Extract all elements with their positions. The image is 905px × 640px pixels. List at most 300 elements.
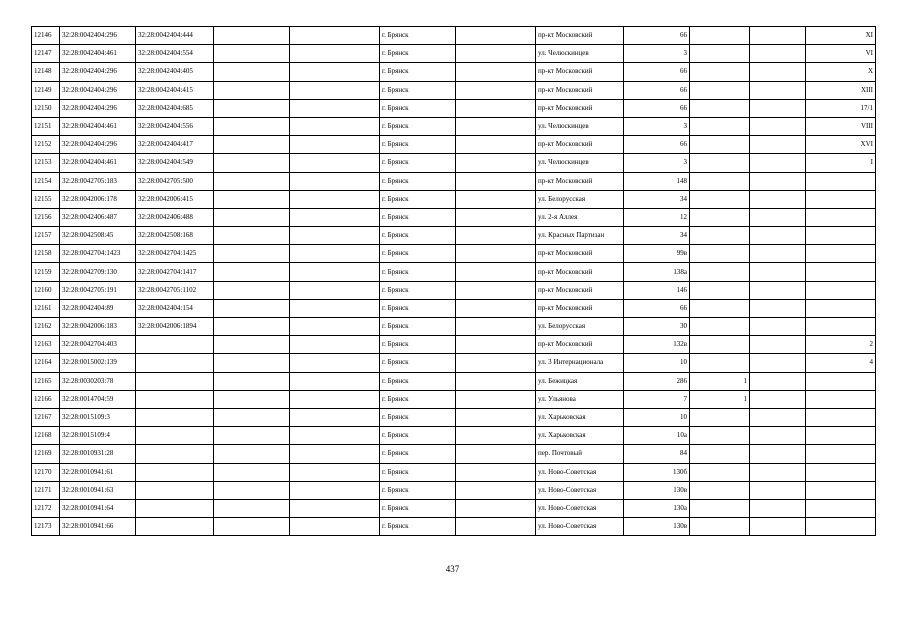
table-cell: ул. Белорусская — [536, 318, 624, 336]
table-cell: 12152 — [32, 136, 60, 154]
table-cell: пр-кт Московский — [536, 299, 624, 317]
table-cell — [214, 154, 290, 172]
table-cell: 32:28:0042704:1425 — [136, 245, 214, 263]
table-cell — [750, 427, 806, 445]
table-cell — [750, 227, 806, 245]
table-cell — [806, 172, 876, 190]
table-cell: 12171 — [32, 481, 60, 499]
table-cell — [214, 463, 290, 481]
table-row — [32, 245, 876, 263]
table-cell: 32:28:0042404:461 — [60, 45, 136, 63]
table-cell: 32:28:0042404:296 — [60, 27, 136, 45]
table-cell: пр-кт Московский — [536, 136, 624, 154]
table-cell: 12147 — [32, 45, 60, 63]
table-cell — [214, 445, 290, 463]
table-cell — [290, 27, 380, 45]
table-cell — [456, 463, 536, 481]
table-cell — [456, 45, 536, 63]
table-cell: 32:28:0042404:296 — [60, 99, 136, 117]
table-cell: 12172 — [32, 499, 60, 517]
table-cell — [290, 281, 380, 299]
table-cell: 32:28:0042705:500 — [136, 172, 214, 190]
table-cell — [750, 299, 806, 317]
table-cell: г. Брянск — [380, 354, 456, 372]
table-cell: 32:28:0042404:89 — [60, 299, 136, 317]
table-cell — [456, 172, 536, 190]
table-cell — [690, 445, 750, 463]
table-cell — [750, 481, 806, 499]
table-row — [32, 227, 876, 245]
table-cell — [690, 408, 750, 426]
table-cell — [750, 408, 806, 426]
table-cell — [290, 99, 380, 117]
table-cell: 32:28:0042404:405 — [136, 63, 214, 81]
table-cell: 12166 — [32, 390, 60, 408]
table-cell — [214, 318, 290, 336]
table-cell — [456, 318, 536, 336]
table-cell — [214, 481, 290, 499]
table-cell: 66 — [624, 99, 690, 117]
table-cell: 10а — [624, 427, 690, 445]
table-cell: пер. Почтовый — [536, 445, 624, 463]
table-cell: 32:28:0042709:130 — [60, 263, 136, 281]
table-cell — [290, 372, 380, 390]
table-cell — [806, 372, 876, 390]
table-cell: 32:28:0042404:554 — [136, 45, 214, 63]
table-cell — [290, 172, 380, 190]
table-cell: 148 — [624, 172, 690, 190]
table-cell: 12165 — [32, 372, 60, 390]
table-cell — [750, 81, 806, 99]
table-cell — [214, 281, 290, 299]
table-cell — [806, 263, 876, 281]
table-cell: 10 — [624, 408, 690, 426]
table-cell: 32:28:0042404:556 — [136, 117, 214, 135]
table-cell: г. Брянск — [380, 518, 456, 536]
table-cell: 12170 — [32, 463, 60, 481]
table-cell: 32:28:0042705:183 — [60, 172, 136, 190]
table-cell: г. Брянск — [380, 318, 456, 336]
table-cell — [290, 45, 380, 63]
table-cell — [690, 463, 750, 481]
table-cell — [806, 427, 876, 445]
table-row — [32, 481, 876, 499]
table-cell — [214, 208, 290, 226]
table-cell: 32:28:0042704:1423 — [60, 245, 136, 263]
table-cell: I — [806, 154, 876, 172]
table-cell — [214, 136, 290, 154]
table-cell — [290, 518, 380, 536]
table-cell — [290, 154, 380, 172]
table-cell: 32:28:0014704:59 — [60, 390, 136, 408]
table-cell: г. Брянск — [380, 299, 456, 317]
table-cell: 12161 — [32, 299, 60, 317]
table-cell: г. Брянск — [380, 208, 456, 226]
table-cell: 34 — [624, 227, 690, 245]
table-row — [32, 136, 876, 154]
table-cell — [214, 408, 290, 426]
table-cell: г. Брянск — [380, 499, 456, 517]
table-row — [32, 117, 876, 135]
table-cell: г. Брянск — [380, 390, 456, 408]
table-cell: г. Брянск — [380, 427, 456, 445]
table-cell — [690, 481, 750, 499]
table-row — [32, 81, 876, 99]
table-cell: г. Брянск — [380, 336, 456, 354]
table-cell: 30 — [624, 318, 690, 336]
table-cell — [690, 245, 750, 263]
table-cell — [456, 190, 536, 208]
table-cell: ул. Ульянова — [536, 390, 624, 408]
table-cell — [136, 336, 214, 354]
table-cell — [750, 263, 806, 281]
table-cell — [690, 81, 750, 99]
table-cell: 32:28:0015109:3 — [60, 408, 136, 426]
table-cell — [456, 281, 536, 299]
table-row — [32, 354, 876, 372]
table-cell: пр-кт Московский — [536, 99, 624, 117]
table-cell — [806, 463, 876, 481]
table-cell — [690, 63, 750, 81]
table-cell — [690, 499, 750, 517]
table-cell: г. Брянск — [380, 481, 456, 499]
table-cell: ул. Ново-Советская — [536, 499, 624, 517]
table-cell: 66 — [624, 81, 690, 99]
table-cell — [136, 427, 214, 445]
table-cell: пр-кт Московский — [536, 281, 624, 299]
table-cell — [290, 190, 380, 208]
table-cell — [690, 227, 750, 245]
table-cell — [690, 281, 750, 299]
table-cell: 32:28:0015002:139 — [60, 354, 136, 372]
table-cell — [690, 190, 750, 208]
table-cell — [456, 245, 536, 263]
table-cell — [690, 427, 750, 445]
table-cell: 32:28:0015109:4 — [60, 427, 136, 445]
table-cell — [214, 245, 290, 263]
table-cell: 32:28:0042508:45 — [60, 227, 136, 245]
table-cell: 130в — [624, 481, 690, 499]
table-row — [32, 390, 876, 408]
table-cell: 12173 — [32, 518, 60, 536]
table-cell: 32:28:0042404:296 — [60, 81, 136, 99]
table-cell — [136, 481, 214, 499]
table-cell — [290, 390, 380, 408]
table-cell — [290, 427, 380, 445]
table-cell: 286 — [624, 372, 690, 390]
table-cell — [750, 336, 806, 354]
table-cell: пр-кт Московский — [536, 263, 624, 281]
table-cell — [750, 318, 806, 336]
table-cell — [690, 299, 750, 317]
table-cell — [214, 263, 290, 281]
table-cell: 32:28:0042705:191 — [60, 281, 136, 299]
table-cell — [290, 499, 380, 517]
table-cell: 32:28:0010941:64 — [60, 499, 136, 517]
table-cell — [456, 63, 536, 81]
table-cell: 12156 — [32, 208, 60, 226]
table-row — [32, 154, 876, 172]
table-cell: ул. Ново-Советская — [536, 518, 624, 536]
table-cell — [750, 27, 806, 45]
table-cell — [290, 263, 380, 281]
table-cell — [136, 445, 214, 463]
table-cell: 12159 — [32, 263, 60, 281]
table-cell — [690, 518, 750, 536]
table-cell — [806, 318, 876, 336]
table-cell — [456, 154, 536, 172]
table-cell: ул. Ново-Советская — [536, 463, 624, 481]
table-cell — [806, 208, 876, 226]
table-cell — [456, 208, 536, 226]
table-cell: 12151 — [32, 117, 60, 135]
table-cell: 32:28:0010941:63 — [60, 481, 136, 499]
table-cell — [456, 27, 536, 45]
table-cell — [690, 263, 750, 281]
table-cell: 32:28:0042508:168 — [136, 227, 214, 245]
table-cell — [214, 372, 290, 390]
table-cell: 130в — [624, 518, 690, 536]
table-row — [32, 281, 876, 299]
table-cell: XVI — [806, 136, 876, 154]
table-cell — [806, 227, 876, 245]
table-cell — [750, 518, 806, 536]
table-cell: 32:28:0042705:1102 — [136, 281, 214, 299]
table-cell — [456, 354, 536, 372]
table-cell: ул. 2-я Аллея — [536, 208, 624, 226]
table-cell: 66 — [624, 136, 690, 154]
table-cell — [290, 463, 380, 481]
table-cell — [456, 408, 536, 426]
table-cell — [290, 408, 380, 426]
table-cell: 32:28:0042006:178 — [60, 190, 136, 208]
table-cell — [456, 227, 536, 245]
table-row — [32, 445, 876, 463]
table-cell — [806, 390, 876, 408]
table-cell — [806, 281, 876, 299]
table-cell: 32:28:0010941:66 — [60, 518, 136, 536]
table-cell — [456, 390, 536, 408]
table-row — [32, 208, 876, 226]
table-cell: г. Брянск — [380, 190, 456, 208]
table-cell: г. Брянск — [380, 27, 456, 45]
table-cell — [456, 499, 536, 517]
table-cell: 1 — [690, 372, 750, 390]
table-cell: 10 — [624, 354, 690, 372]
table-cell — [456, 518, 536, 536]
table-cell — [690, 172, 750, 190]
table-cell: 12168 — [32, 427, 60, 445]
table-cell: XI — [806, 27, 876, 45]
table-cell — [456, 427, 536, 445]
table-cell: 12167 — [32, 408, 60, 426]
table-cell: г. Брянск — [380, 172, 456, 190]
table-cell: 34 — [624, 190, 690, 208]
table-cell: 12154 — [32, 172, 60, 190]
table-cell: 1 — [690, 390, 750, 408]
table-cell: 12150 — [32, 99, 60, 117]
table-row — [32, 27, 876, 45]
table-cell — [214, 117, 290, 135]
table-cell — [290, 336, 380, 354]
register-table-body — [32, 27, 876, 536]
table-cell: г. Брянск — [380, 227, 456, 245]
table-cell: 12164 — [32, 354, 60, 372]
table-cell — [750, 45, 806, 63]
table-cell: 32:28:0042404:154 — [136, 299, 214, 317]
table-cell: 32:28:0010931:28 — [60, 445, 136, 463]
table-cell — [750, 245, 806, 263]
table-cell: 146 — [624, 281, 690, 299]
table-cell — [690, 117, 750, 135]
table-cell — [290, 136, 380, 154]
table-cell: ул. Челюскинцев — [536, 154, 624, 172]
table-row — [32, 499, 876, 517]
table-cell: пр-кт Московский — [536, 27, 624, 45]
table-cell: 32:28:0042406:487 — [60, 208, 136, 226]
table-cell: 32:28:0010941:61 — [60, 463, 136, 481]
table-cell: пр-кт Московский — [536, 63, 624, 81]
table-cell: г. Брянск — [380, 45, 456, 63]
table-cell: г. Брянск — [380, 63, 456, 81]
table-row — [32, 263, 876, 281]
table-cell — [690, 27, 750, 45]
table-cell: ул. Ново-Советская — [536, 481, 624, 499]
table-cell: 66 — [624, 27, 690, 45]
table-cell — [290, 63, 380, 81]
table-cell: 12162 — [32, 318, 60, 336]
table-cell — [690, 318, 750, 336]
table-cell: г. Брянск — [380, 445, 456, 463]
table-cell: 12155 — [32, 190, 60, 208]
table-cell: 17/1 — [806, 99, 876, 117]
table-row — [32, 190, 876, 208]
table-cell: 12160 — [32, 281, 60, 299]
table-cell: 32:28:0042406:488 — [136, 208, 214, 226]
table-row — [32, 318, 876, 336]
table-cell: 12153 — [32, 154, 60, 172]
table-cell — [806, 190, 876, 208]
table-cell — [456, 99, 536, 117]
table-cell — [214, 427, 290, 445]
table-cell — [456, 481, 536, 499]
table-cell — [136, 372, 214, 390]
table-cell: 138а — [624, 263, 690, 281]
table-cell: 84 — [624, 445, 690, 463]
table-cell — [214, 63, 290, 81]
table-cell — [456, 445, 536, 463]
table-cell — [290, 81, 380, 99]
table-cell — [214, 190, 290, 208]
table-cell — [690, 45, 750, 63]
table-cell: 12148 — [32, 63, 60, 81]
table-cell — [806, 408, 876, 426]
table-cell — [290, 117, 380, 135]
table-cell: г. Брянск — [380, 245, 456, 263]
table-cell: VIII — [806, 117, 876, 135]
table-cell — [136, 408, 214, 426]
table-cell — [750, 208, 806, 226]
table-cell: 32:28:0042404:296 — [60, 136, 136, 154]
table-row — [32, 427, 876, 445]
table-cell: ул. 3 Интернационала — [536, 354, 624, 372]
table-cell: 4 — [806, 354, 876, 372]
table-cell: 66 — [624, 299, 690, 317]
table-cell: пр-кт Московский — [536, 336, 624, 354]
table-cell — [290, 245, 380, 263]
table-cell — [806, 481, 876, 499]
table-row — [32, 518, 876, 536]
table-cell: 7 — [624, 390, 690, 408]
table-cell — [290, 481, 380, 499]
table-cell — [750, 463, 806, 481]
table-cell: ул. Красных Партизан — [536, 227, 624, 245]
table-cell — [750, 63, 806, 81]
table-cell: 32:28:0042704:1417 — [136, 263, 214, 281]
table-cell — [290, 208, 380, 226]
table-cell — [214, 27, 290, 45]
table-cell — [806, 499, 876, 517]
table-cell: 12146 — [32, 27, 60, 45]
table-cell: г. Брянск — [380, 99, 456, 117]
table-cell — [214, 518, 290, 536]
table-cell: 32:28:0042404:417 — [136, 136, 214, 154]
table-cell: 32:28:0042404:444 — [136, 27, 214, 45]
table-row — [32, 299, 876, 317]
table-cell — [750, 372, 806, 390]
table-cell: 12 — [624, 208, 690, 226]
table-cell: 32:28:0042006:183 — [60, 318, 136, 336]
table-cell: 130а — [624, 499, 690, 517]
register-table — [31, 26, 876, 536]
table-cell — [136, 354, 214, 372]
table-cell: 12157 — [32, 227, 60, 245]
table-cell — [750, 499, 806, 517]
table-cell: г. Брянск — [380, 81, 456, 99]
table-row — [32, 172, 876, 190]
table-cell — [750, 390, 806, 408]
table-cell: XIII — [806, 81, 876, 99]
table-cell: 32:28:0042404:415 — [136, 81, 214, 99]
table-cell: г. Брянск — [380, 463, 456, 481]
table-cell — [456, 372, 536, 390]
table-cell: г. Брянск — [380, 408, 456, 426]
table-cell — [456, 263, 536, 281]
table-row — [32, 408, 876, 426]
table-cell — [806, 245, 876, 263]
table-cell: г. Брянск — [380, 372, 456, 390]
table-row — [32, 336, 876, 354]
table-cell — [136, 463, 214, 481]
table-cell — [214, 227, 290, 245]
table-cell: 32:28:0042006:415 — [136, 190, 214, 208]
table-cell — [136, 390, 214, 408]
table-cell: г. Брянск — [380, 263, 456, 281]
table-cell — [690, 336, 750, 354]
table-cell: 2 — [806, 336, 876, 354]
table-cell: 32:28:0042704:403 — [60, 336, 136, 354]
table-cell: г. Брянск — [380, 117, 456, 135]
table-cell: ул. Челюскинцев — [536, 117, 624, 135]
table-cell: 12163 — [32, 336, 60, 354]
table-cell: 32:28:0042404:549 — [136, 154, 214, 172]
table-cell: 130б — [624, 463, 690, 481]
table-cell: пр-кт Московский — [536, 172, 624, 190]
table-cell — [456, 299, 536, 317]
table-cell: пр-кт Московский — [536, 81, 624, 99]
table-cell: 12149 — [32, 81, 60, 99]
table-row — [32, 463, 876, 481]
